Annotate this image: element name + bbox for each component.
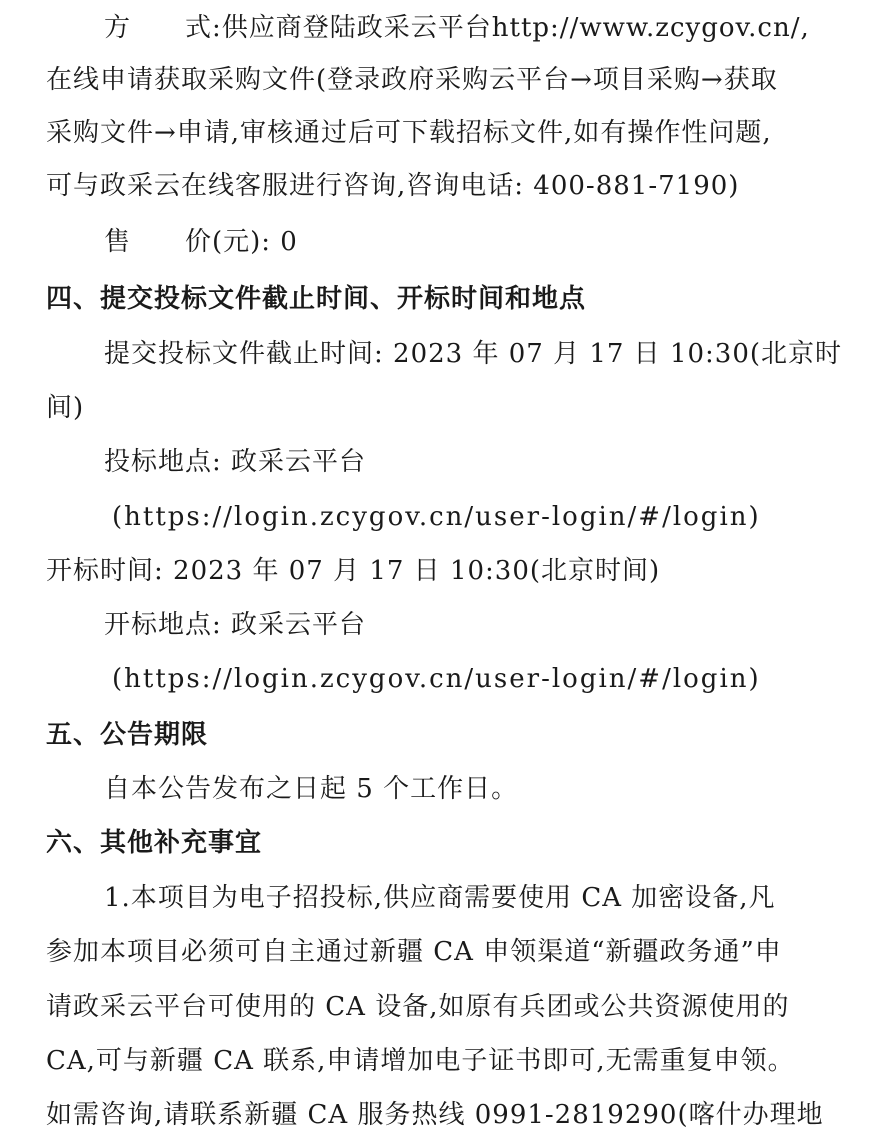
notice-period-line: 自本公告发布之日起 5 个工作日。 — [104, 774, 519, 804]
deadline-line: 提交投标文件截止时间: 2023 年 07 月 17 日 10:30(北京时 — [104, 339, 843, 369]
item-1-line-1: 1.本项目为电子招投标,供应商需要使用 CA 加密设备,凡 — [104, 883, 776, 913]
body-line-3: 采购文件→申请,审核通过后可下载招标文件,如有操作性问题, — [46, 118, 772, 148]
item-1-line-4: CA,可与新疆 CA 联系,申请增加电子证书即可,无需重复申领。 — [46, 1046, 795, 1076]
body-line-4: 可与政采云在线客服进行咨询,咨询电话: 400-881-7190) — [46, 171, 740, 201]
opening-time-line: 开标时间: 2023 年 07 月 17 日 10:30(北京时间) — [46, 556, 661, 586]
opening-location-line: 开标地点: 政采云平台 — [104, 610, 367, 640]
bid-location-url: (https://login.zcygov.cn/user-login/#/login) — [112, 502, 761, 532]
section-heading-5: 五、公告期限 — [46, 720, 209, 750]
opening-location-url: (https://login.zcygov.cn/user-login/#/login) — [112, 664, 761, 694]
item-1-line-5: 如需咨询,请联系新疆 CA 服务热线 0991-2819290(喀什办理地 — [46, 1100, 824, 1130]
bid-location-line: 投标地点: 政采云平台 — [104, 447, 367, 477]
section-heading-6: 六、其他补充事宜 — [46, 828, 263, 858]
price-line: 售 价(元): 0 — [104, 227, 298, 257]
method-line: 方 式:供应商登陆政采云平台http://www.zcygov.cn/, — [104, 13, 810, 43]
deadline-continuation: 间) — [46, 393, 85, 423]
item-1-line-2: 参加本项目必须可自主通过新疆 CA 申领渠道“新疆政务通”申 — [46, 937, 782, 967]
body-line-2: 在线申请获取采购文件(登录政府采购云平台→项目采购→获取 — [46, 65, 778, 95]
item-1-line-3: 请政采云平台可使用的 CA 设备,如原有兵团或公共资源使用的 — [46, 992, 790, 1022]
section-heading-4: 四、提交投标文件截止时间、开标时间和地点 — [46, 284, 587, 314]
